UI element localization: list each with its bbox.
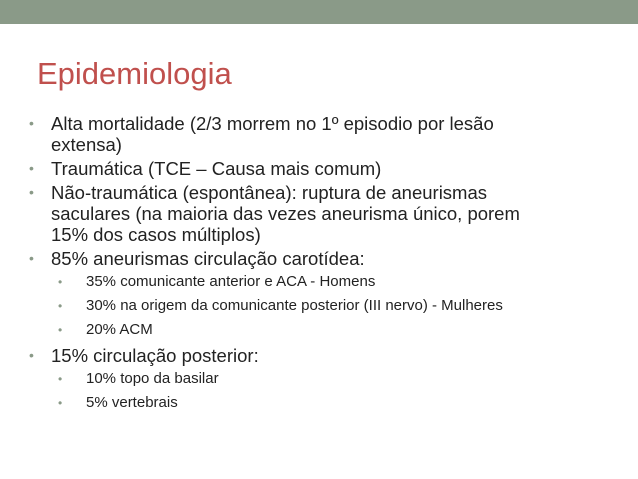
bullet-dot-icon: • (29, 250, 34, 266)
sub-bullet-text: 30% na origem da comunicante posterior (III nervo) - Mulheres (86, 297, 503, 314)
bullet-dot-icon: • (58, 372, 63, 386)
bullet-dot-icon: • (29, 347, 34, 363)
bullet-text: 85% aneurismas circulação carotídea: (51, 248, 365, 269)
bullet-dot-icon: • (29, 115, 34, 131)
bullet-text: extensa) (51, 134, 122, 155)
bullet-item-posterior (28, 345, 608, 366)
bullet-text: Alta mortalidade (2/3 morrem no 1º episodio por lesão (51, 113, 494, 134)
bullet-text: saculares (na maioria das vezes aneurisma único, porem (51, 203, 520, 224)
sub-bullet-item (28, 297, 608, 315)
top-accent-bar (0, 0, 638, 24)
bullet-dot-icon: • (58, 299, 63, 313)
bullet-text: Não-traumática (espontânea): ruptura de aneurismas (51, 182, 488, 203)
bullet-dot-icon: • (58, 323, 63, 337)
bullet-dot-icon: • (29, 184, 34, 200)
sub-bullet-item (28, 273, 608, 291)
sub-bullet-text: 35% comunicante anterior e ACA - Homens (86, 273, 376, 290)
sub-bullet-text: 10% topo da basilar (86, 370, 219, 387)
bullet-item-carotid (28, 248, 608, 269)
bullet-dot-icon: • (29, 160, 34, 176)
sub-bullet-text: 20% ACM (86, 321, 153, 338)
bullet-dot-icon: • (58, 275, 63, 289)
bullet-list (28, 113, 608, 418)
sub-bullet-item (28, 394, 608, 412)
bullet-text: 15% circulação posterior: (51, 345, 259, 366)
bullet-text: Traumática (TCE – Causa mais comum) (51, 158, 382, 179)
bullet-dot-icon: • (58, 396, 63, 410)
bullet-item-non-traumatic (28, 182, 608, 245)
sub-bullet-item (28, 370, 608, 388)
bullet-item-mortality (28, 113, 608, 155)
slide-title: Epidemiologia (37, 56, 232, 91)
sub-bullet-text: 5% vertebrais (86, 394, 178, 411)
sub-bullet-item (28, 321, 608, 339)
bullet-text: 15% dos casos múltiplos) (51, 224, 261, 245)
bullet-item-traumatic (28, 158, 608, 179)
